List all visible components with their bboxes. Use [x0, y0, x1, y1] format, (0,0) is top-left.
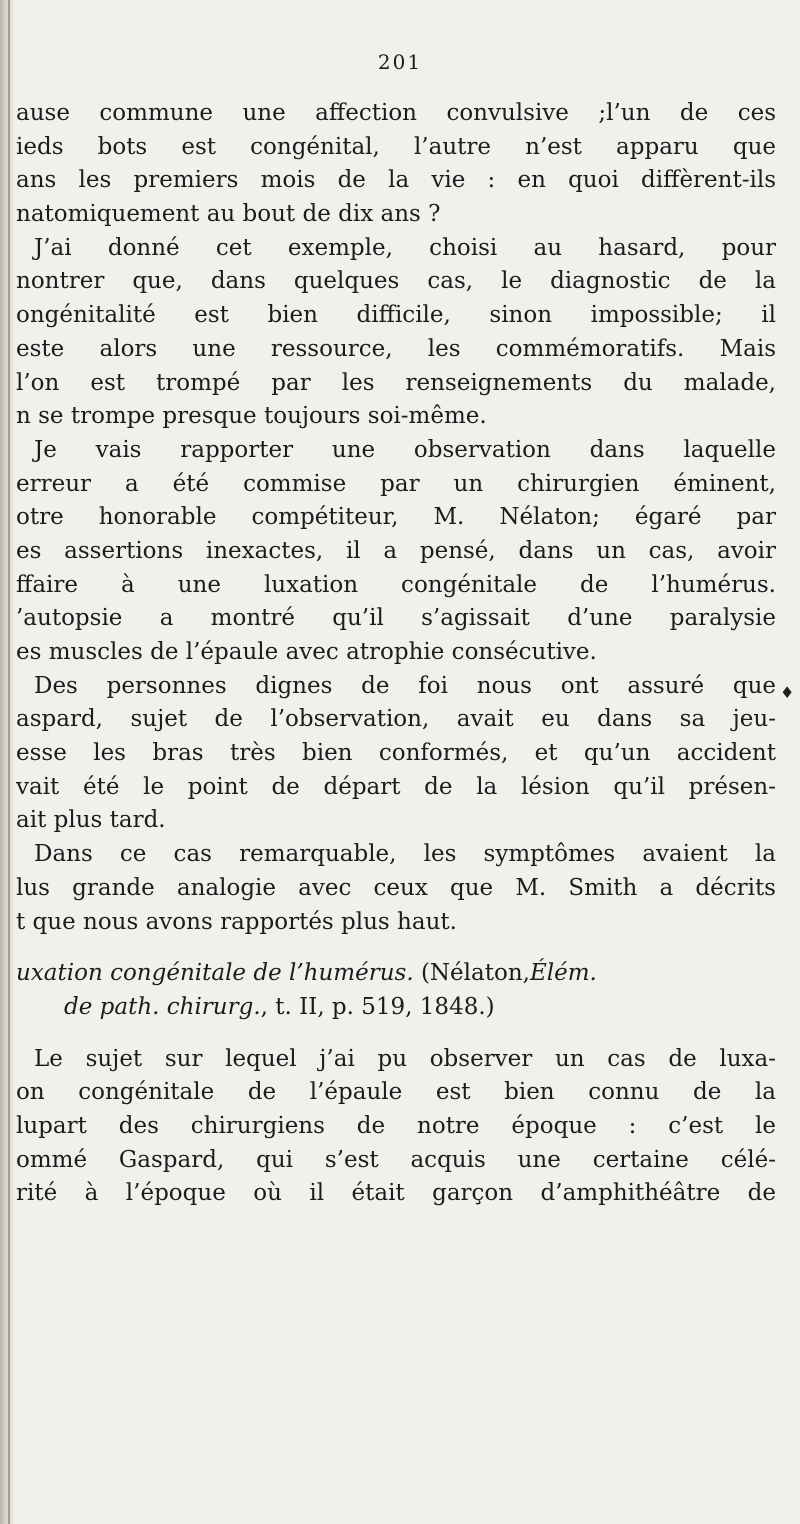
text-line: lus grande analogie avec ceux que M. Smith a décrits: [16, 874, 776, 901]
text-line: esse les bras très bien conformés, et qu’un accident: [16, 740, 776, 767]
reference-heading: [16, 957, 776, 991]
page-number: 201: [377, 50, 423, 74]
text-line: aspard, sujet de l’observation, avait eu dans sa jeu-: [16, 706, 776, 733]
text-line: Le sujet sur lequel j’ai pu observer un cas de luxa-: [34, 1045, 776, 1072]
text-line: Des personnes dignes de foi nous ont assuré que: [34, 672, 776, 699]
text-line: t que nous avons rapportés plus haut.: [16, 908, 457, 935]
text-line: J’ai donné cet exemple, choisi au hasard, pour: [34, 234, 776, 261]
text-line: este alors une ressource, les commémoratifs. Mais: [16, 335, 776, 362]
text-line: otre honorable compétiteur, M. Nélaton; égaré par: [16, 504, 776, 531]
text-line: ause commune une affection convulsive ;l’un de ces: [16, 100, 776, 126]
reference-details-line: [16, 991, 776, 1025]
text-line: ans les premiers mois de la vie : en quoi diffèrent-ils: [16, 167, 776, 194]
text-line: ongénitalité est bien difficile, sinon impossible; il: [16, 302, 776, 329]
text-line: Je vais rapporter une observation dans laquelle: [34, 436, 776, 463]
binding-edge: [8, 0, 10, 1524]
text-line: erreur a été commise par un chirurgien éminent,: [16, 470, 776, 497]
text-line: ’autopsie a montré qu’il s’agissait d’une paralysie: [16, 605, 776, 632]
reference-work-continued: de path. chirurg.: [64, 993, 261, 1020]
body-text: [16, 97, 776, 1211]
text-line: nontrer que, dans quelques cas, le diagnostic de la: [16, 268, 776, 295]
text-line: ait plus tard.: [16, 807, 166, 834]
reference-work: Élém.: [529, 960, 597, 987]
reference-author: (Nélaton,: [420, 960, 530, 987]
text-line: l’on est trompé par les renseignements du malade,: [16, 369, 776, 396]
text-line: n se trompe presque toujours soi-même.: [16, 403, 487, 430]
text-line: lupart des chirurgiens de notre époque : c’est le: [16, 1112, 776, 1139]
text-line: natomiquement au bout de dix ans ?: [16, 201, 441, 228]
text-line: on congénitale de l’épaule est bien connu de la: [16, 1079, 776, 1106]
text-line: vait été le point de départ de la lésion qu’il présen-: [16, 773, 776, 800]
text-line: ommé Gaspard, qui s’est acquis une certaine célé-: [16, 1146, 776, 1173]
text-line: es muscles de l’épaule avec atrophie consécutive.: [16, 639, 597, 665]
text-line: rité à l’époque où il était garçon d’amphithéâtre de: [16, 1180, 776, 1207]
text-line: ieds bots est congénital, l’autre n’est apparu que: [16, 133, 776, 160]
text-line: Dans ce cas remarquable, les symptômes avaient la: [34, 841, 776, 868]
margin-mark: ♦: [780, 683, 795, 702]
reference-title: uxation congénitale de l’humérus.: [16, 960, 414, 987]
text-line: ffaire à une luxation congénitale de l’humérus.: [16, 571, 776, 598]
page-gutter-shadow: [0, 0, 14, 1524]
text-line: es assertions inexactes, il a pensé, dans un cas, avoir: [16, 537, 776, 564]
reference-details: , t. II, p. 519, 1848.): [260, 993, 495, 1020]
